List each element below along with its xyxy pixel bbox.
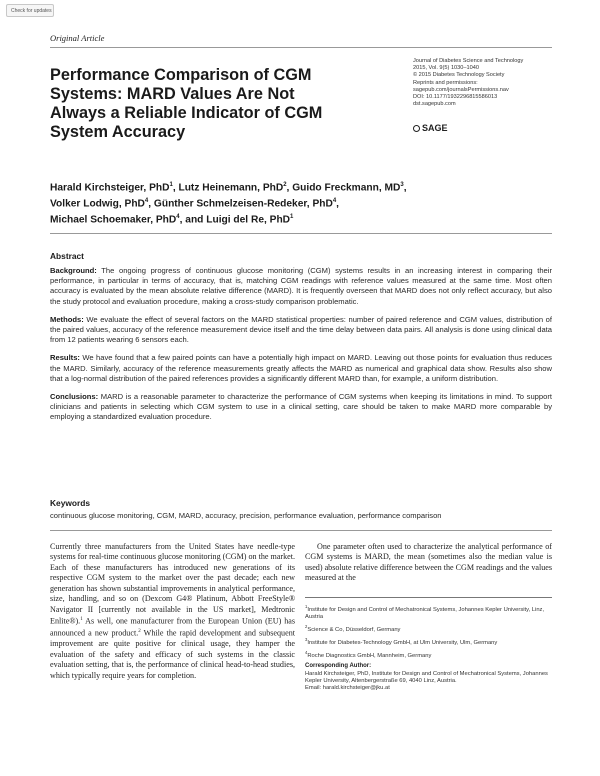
affiliation — [305, 649, 552, 660]
title-line: Always a Reliable Indicator of CGM — [50, 104, 323, 122]
title-line: Systems: MARD Values Are Not — [50, 85, 295, 103]
journal-volume: 2015, Vol. 9(5) 1030–1040 — [413, 65, 479, 72]
author-list: Harald Kirchsteiger, PhD$^1$, Lutz Heinemann, PhD$^2$, Guido Freckmann, $MD^3$, Volker Lodwig, PhD$^4$, Günther Schmelzeisen-Redeker, PhD$^4$, Michael Schoemaker, PhD$^4$, and Luigi del Re, PhD$^1$ — [50, 182, 407, 226]
section-label: Methods: — [50, 314, 84, 324]
check-for-updates-badge[interactable] — [6, 4, 54, 17]
abstract-divider — [50, 233, 552, 234]
body-text: Currently three manufacturers from the United States have needle-type systems for real-time continuous glucose monitoring (CGM) on the market. Each of these manufacturers has introduced new generations of its respective CGM system to the market over the past decade; each new generation has shown substantial improvements in analytical performance, size, handling, and so on (Dexcom G4® Platinum, Abbott FreeStyle® Navigator II [currently not available in the US market], Medtronic Enlite®). — [50, 542, 296, 626]
copyright: © 2015 Diabetes Technology Society — [413, 72, 505, 79]
affiliation-sup: 2 — [305, 624, 308, 630]
author-name: Guido Freckmann, MD — [292, 182, 401, 194]
affiliation-text: Science & Co, Düsseldorf, Germany — [307, 627, 401, 634]
header-divider — [50, 47, 552, 48]
abstract-background — [50, 266, 552, 307]
author-sup: 1 — [169, 182, 173, 188]
author-name: Harald Kirchsteiger, PhD — [50, 182, 170, 194]
author-sup: 4 — [176, 213, 180, 220]
journal-name: Journal of Diabetes Science and Technology — [413, 58, 524, 64]
title-line: System Accuracy — [50, 123, 186, 141]
affiliation-text: Institute for Diabetes-Technology GmbH, at Ulm University, Ulm, Germany — [307, 639, 498, 646]
body-text: While the rapid development and subsequent improvement are quite positive for clinical usage, they hamper the evaluation of the safety and efficacy of such systems in the classic evaluation setting, that is, the performance of clinical head-to-head studies, which typically require years for completion. — [50, 629, 295, 680]
footnote-divider — [305, 597, 552, 598]
author-name: Michael Schoemaker, PhD — [50, 214, 177, 226]
article-type: Original Article — [50, 33, 105, 43]
affiliation-text: Institute for Design and Control of Mechatronical Systems, Johannes Kepler University, Linz, Austria — [305, 606, 545, 621]
author-sup: 4 — [144, 197, 149, 204]
section-label: Background: — [50, 266, 97, 275]
doi[interactable]: DOI: 10.1177/1932296815586013 — [413, 94, 498, 101]
affiliation-sup: 4 — [305, 649, 308, 655]
author-name: Günther Schmelzeisen-Redeker, PhD — [153, 198, 333, 210]
body-column-left — [50, 542, 295, 681]
affiliation — [305, 623, 552, 634]
publisher-logo — [413, 123, 448, 133]
journal-meta — [413, 58, 553, 108]
author-sup: 1 — [290, 213, 294, 220]
permissions-link[interactable]: sagepub.com/journalsPermissions.nav — [413, 86, 509, 93]
badge-label: Check for updates — [11, 7, 52, 14]
publisher-logo-text: SAGE — [422, 123, 448, 133]
body-column-right: One parameter often used to characterize the analytical performance of CGM systems is MARD, the mean (sometimes also the median value is used) absolute relative difference between the CGM readings and the values measured at the — [305, 542, 552, 583]
keywords-text: continuous glucose monitoring, CGM, MARD, accuracy, precision, performance evaluation, performance comparison — [50, 511, 442, 520]
corresponding-author-heading: Corresponding Author: — [305, 663, 372, 670]
citation-ref[interactable]: 1 — [80, 617, 83, 623]
reprints-label: Reprints and permissions: — [413, 79, 478, 86]
author-name: Volker Lodwig, PhD — [50, 198, 145, 210]
abstract-conclusions — [50, 392, 552, 423]
affiliation-sup: 3 — [305, 637, 308, 643]
paper-title — [50, 66, 370, 142]
journal-site-link[interactable]: dst.sagepub.com — [413, 101, 456, 108]
keywords-divider — [50, 530, 552, 531]
title-line: Performance Comparison of CGM — [50, 66, 312, 84]
abstract-methods — [50, 315, 552, 346]
author-sup: 2 — [283, 182, 287, 188]
section-text: We have found that a few paired points can have a potentially high impact on MARD. Leaving out those points for evaluation thus reduces the MARD. Similarly, accuracy of the reference measurements greatly affects the MARD as numerical and graphical data show. Results also show that a log-normal distribution of the paired references provides a significantly different MARD than, for example, a uniform distribution. — [50, 353, 552, 383]
body-text: As well, one manufacturer from the European Union (EU) has announced a new product. — [50, 616, 295, 638]
affiliation-text: Roche Diagnostics GmbH, Mannheim, Germany — [307, 652, 432, 659]
corresponding-email-line — [305, 685, 552, 692]
section-text: The ongoing progress of continuous glucose monitoring (CGM) systems results in an increasing interest in comparing their performance, in particular in terms of accuracy, that is, matching CGM readings with reference values measured at the same time. Most often accuracy is evaluated by the mean absolute relative difference (MARD). It is frequently overseen that MARD does not only reflect accuracy, but also the study protocol and evaluation procedure, making a cross-study comparison problematic. — [50, 266, 552, 306]
affiliations — [305, 603, 552, 693]
author-sup: 4 — [332, 197, 337, 204]
keywords-heading: Keywords — [50, 498, 91, 508]
affiliation — [305, 636, 552, 647]
citation-ref[interactable]: 2 — [138, 629, 141, 635]
email-label: Email: — [305, 685, 322, 692]
affiliation — [305, 603, 552, 622]
author-name: Luigi del Re, PhD — [206, 214, 291, 226]
abstract-heading: Abstract — [50, 251, 84, 261]
author-name: Lutz Heinemann, PhD — [178, 182, 284, 194]
email-link[interactable]: harald.kirchsteiger@jku.at — [322, 685, 390, 692]
section-label: Conclusions: — [50, 392, 99, 402]
section-label: Results: — [50, 353, 80, 363]
sage-logo-icon — [413, 125, 420, 132]
abstract-results — [50, 353, 552, 384]
section-text: We evaluate the effect of several factors on the MARD statistical properties: number of paired reference and CGM values, distribution of the paired values, accuracy of the reference measurement device itself and the time delay between data pairs. All analysis is done using clinical data from 12 patients wearing 6 sensors each. — [50, 314, 552, 345]
author-sup: 3 — [400, 182, 404, 188]
corresponding-author-text: Harald Kirchsteiger, PhD, Institute for Design and Control of Mechatronical Systems, Johannes Kepler University, Altenbergerstraße 69, 4040 Linz, Austria. — [305, 670, 548, 685]
author-conjunction: and — [185, 214, 204, 226]
section-text: MARD is a reasonable parameter to characterize the performance of CGM systems when keeping its limitations in mind. To support clinicians and patients in selecting which CGM system to use in a clinical setting, care should be taken to make MARD more comparable by employing a standardized evaluation procedure. — [50, 392, 552, 422]
affiliation-sup: 1 — [305, 604, 308, 609]
abstract — [50, 251, 552, 431]
